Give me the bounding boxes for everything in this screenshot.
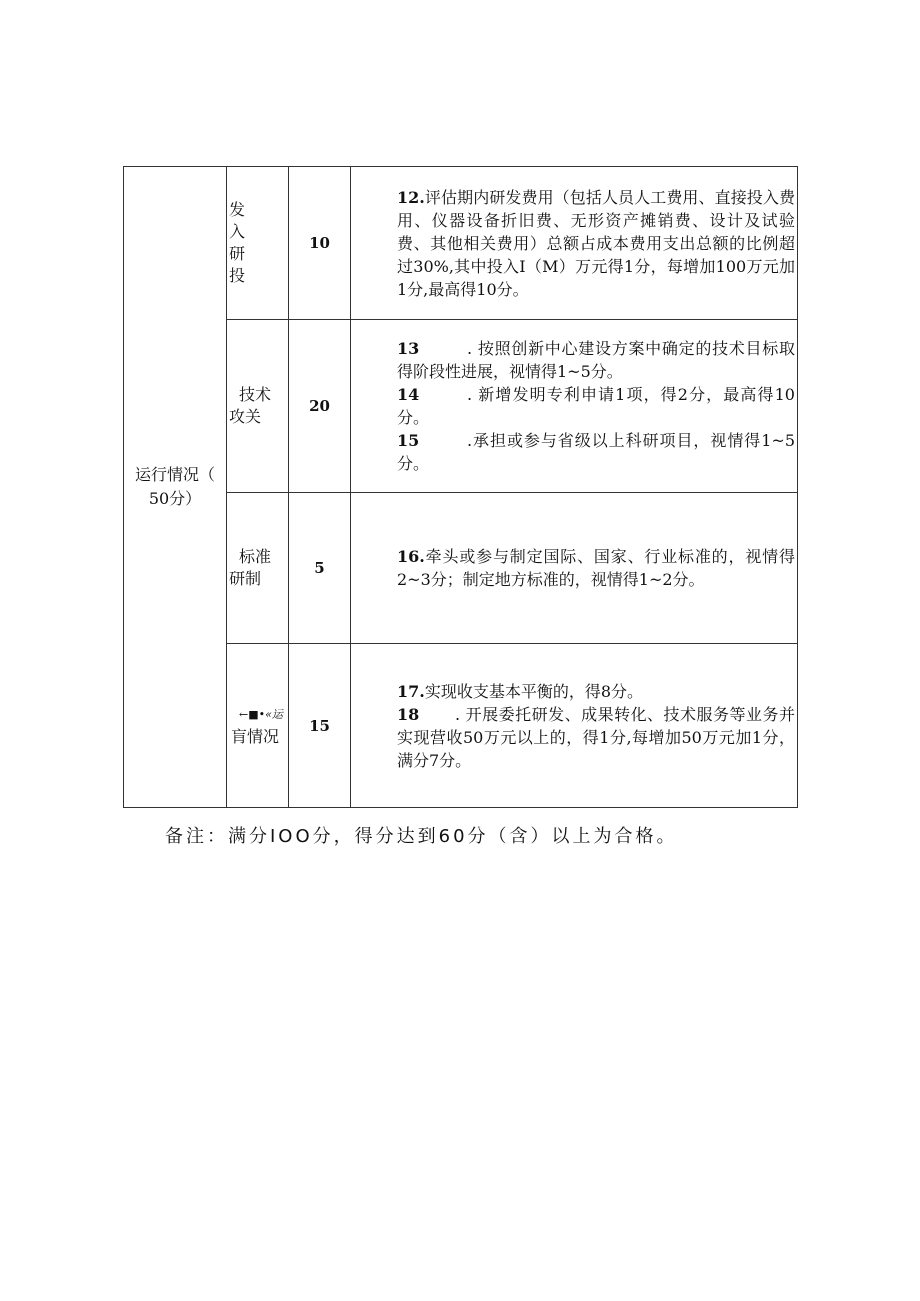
criteria-cell bbox=[351, 320, 798, 493]
item-text: 实现收支基本平衡的，得8分。 bbox=[424, 681, 644, 701]
item-text: .承担或参与省级以上科研项目，视情得1~5分。 bbox=[397, 431, 795, 473]
item-number: 18 bbox=[397, 704, 420, 724]
criteria-cell bbox=[351, 644, 798, 808]
subcategory-cell bbox=[227, 493, 289, 644]
footnote: 备注：满分IOO分，得分达到60分（含）以上为合格。 bbox=[165, 826, 678, 847]
criteria-item bbox=[353, 545, 795, 591]
criteria-item bbox=[353, 429, 795, 475]
subcategory-line: 攻关 bbox=[229, 407, 262, 426]
criteria-cell bbox=[351, 167, 798, 320]
subcategory-cell bbox=[227, 320, 289, 493]
subcategory-line: ←■•«运 bbox=[239, 707, 283, 721]
item-text: 牵头或参与制定国际、国家、行业标准的，视情得2~3分；制定地方标准的，视情得1~2分。 bbox=[397, 547, 795, 589]
subcategory-line: 投 bbox=[229, 266, 246, 285]
subcategory-cell bbox=[227, 644, 289, 808]
category-points: 50分） bbox=[148, 489, 202, 508]
score-cell: 10 bbox=[289, 167, 351, 320]
item-number: 17. bbox=[397, 681, 425, 701]
score-cell: 20 bbox=[289, 320, 351, 493]
score-cell: 15 bbox=[289, 644, 351, 808]
subcategory-line: 标准 bbox=[239, 547, 272, 566]
subcategory-line: 入 bbox=[229, 222, 246, 241]
subcategory-line: 技术 bbox=[239, 385, 272, 404]
scoring-table bbox=[123, 166, 798, 808]
category-cell bbox=[124, 167, 227, 808]
item-number: 16. bbox=[397, 547, 425, 566]
item-text: . 新增发明专利申请1项，得2分，最高得10分。 bbox=[397, 385, 795, 427]
criteria-item bbox=[353, 680, 795, 703]
subcategory-line: 研制 bbox=[229, 569, 262, 588]
subcategory-line: 肓情况 bbox=[231, 726, 280, 746]
item-number: 13 bbox=[397, 339, 420, 358]
table-row bbox=[124, 167, 798, 320]
subcategory-line: 研 bbox=[229, 244, 246, 263]
item-text: . 按照创新中心建设方案中确定的技术目标取得阶段性进展，视情得1~5分。 bbox=[397, 339, 795, 381]
criteria-item bbox=[353, 337, 795, 383]
criteria-item bbox=[353, 186, 795, 301]
item-number: 14 bbox=[397, 385, 420, 404]
criteria-item bbox=[353, 383, 795, 429]
item-number: 15 bbox=[397, 431, 420, 450]
score-cell: 5 bbox=[289, 493, 351, 644]
subcategory-cell bbox=[227, 167, 289, 320]
item-number: 12. bbox=[397, 187, 425, 207]
criteria-item bbox=[353, 703, 795, 772]
subcategory-line: 发 bbox=[229, 200, 246, 219]
criteria-cell bbox=[351, 493, 798, 644]
item-text: 评估期内研发费用（包括人员人工费用、直接投入费用、仪器设备折旧费、无形资产摊销费、设计及试验费、其他相关费用）总额占成本费用支出总额的比例超过30%,其中投入I（M）万元得1分，每增加100万元加1分,最高得10分。 bbox=[397, 187, 795, 299]
item-text: . 开展委托研发、成果转化、技术服务等业务并实现营收50万元以上的，得1分,每增加50万元加1分，满分7分。 bbox=[397, 704, 795, 770]
category-label: 运行情况（ bbox=[134, 465, 215, 484]
